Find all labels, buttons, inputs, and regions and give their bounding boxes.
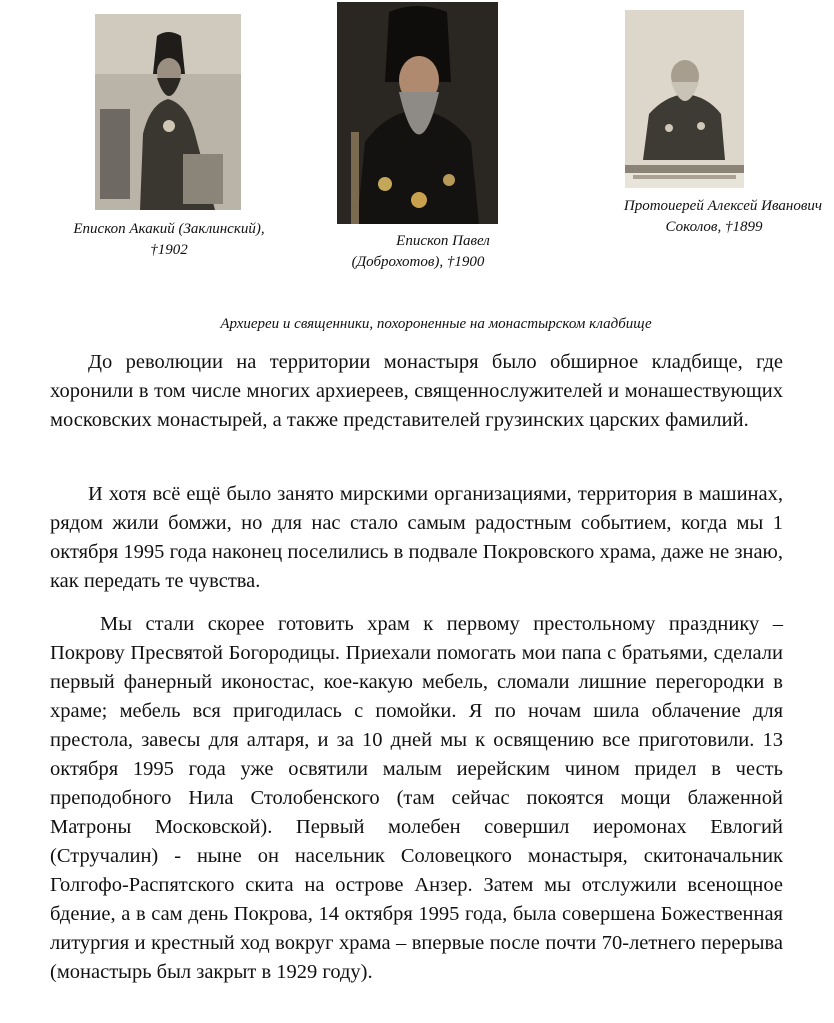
photo-caption-1 <box>56 219 282 261</box>
caption-line: †1902 <box>150 242 188 258</box>
paragraph: Мы стали скорее готовить храм к первому престольному празднику – Покрову Пресвятой Богородицы. Приехали помогать мои папа с братьями, сделали первый фанерный иконостас, кое-какую мебель, сломали лишние перегородки в храме; мебель вся пригодилась с помойки. Я по ночам шила облачение для престола, завесы для алтаря, и за 10 дней мы к освящению все приготовили. 13 октября 1995 года уже освятили малым иерейским чином придел в честь преподобного Нила Столобенского (там сейчас покоятся мощи блаженной Матроны Московской). Первый молебен совершил иеромонах Евлогий (Стручалин) - ныне он насельник Соловецкого монастыря, скитоначальник Голгофо-Распятского скита на острове Анзер. Затем мы отслужили всенощное бдение, а в сам день Покрова, 14 октября 1995 года, была совершена Божественная литургия и крестный ход вокруг храма – впервые после почти 70-летнего перерыва (монастырь был закрыт в 1929 году). <box>50 613 783 983</box>
photo-caption-3 <box>548 196 822 238</box>
photo-bishop-pavel <box>337 2 498 224</box>
photo-bishop-akaky <box>95 14 241 210</box>
caption-line: Епископ Павел <box>396 233 490 249</box>
photo-protopriest-sokolov <box>625 10 744 188</box>
paragraph: До революции на территории монастыря было обширное кладбище, где хоронили в том числе многих архиереев, священнослужителей и монашествующих московских монастырей, а также представителей грузинских царских фамилий. <box>50 351 783 431</box>
paragraph: И хотя всё ещё было занято мирскими организациями, территория в машинах, рядом жили бомжи, но для нас стало самым радостным событием, когда мы 1 октября 1995 года наконец поселились в подвале Покровского храма, даже не знаю, как передать те чувства. <box>50 483 783 592</box>
figure-caption: Архиереи и священники, похороненные на монастырском кладбище <box>220 316 652 332</box>
caption-line: Протоиерей Алексей Иванович <box>623 198 822 214</box>
caption-line: Епископ Акакий (Заклинский), <box>73 221 265 237</box>
photo-caption-2 <box>330 231 506 273</box>
caption-line: Соколов, †1899 <box>665 219 763 235</box>
caption-line: (Доброхотов), †1900 <box>351 254 485 270</box>
